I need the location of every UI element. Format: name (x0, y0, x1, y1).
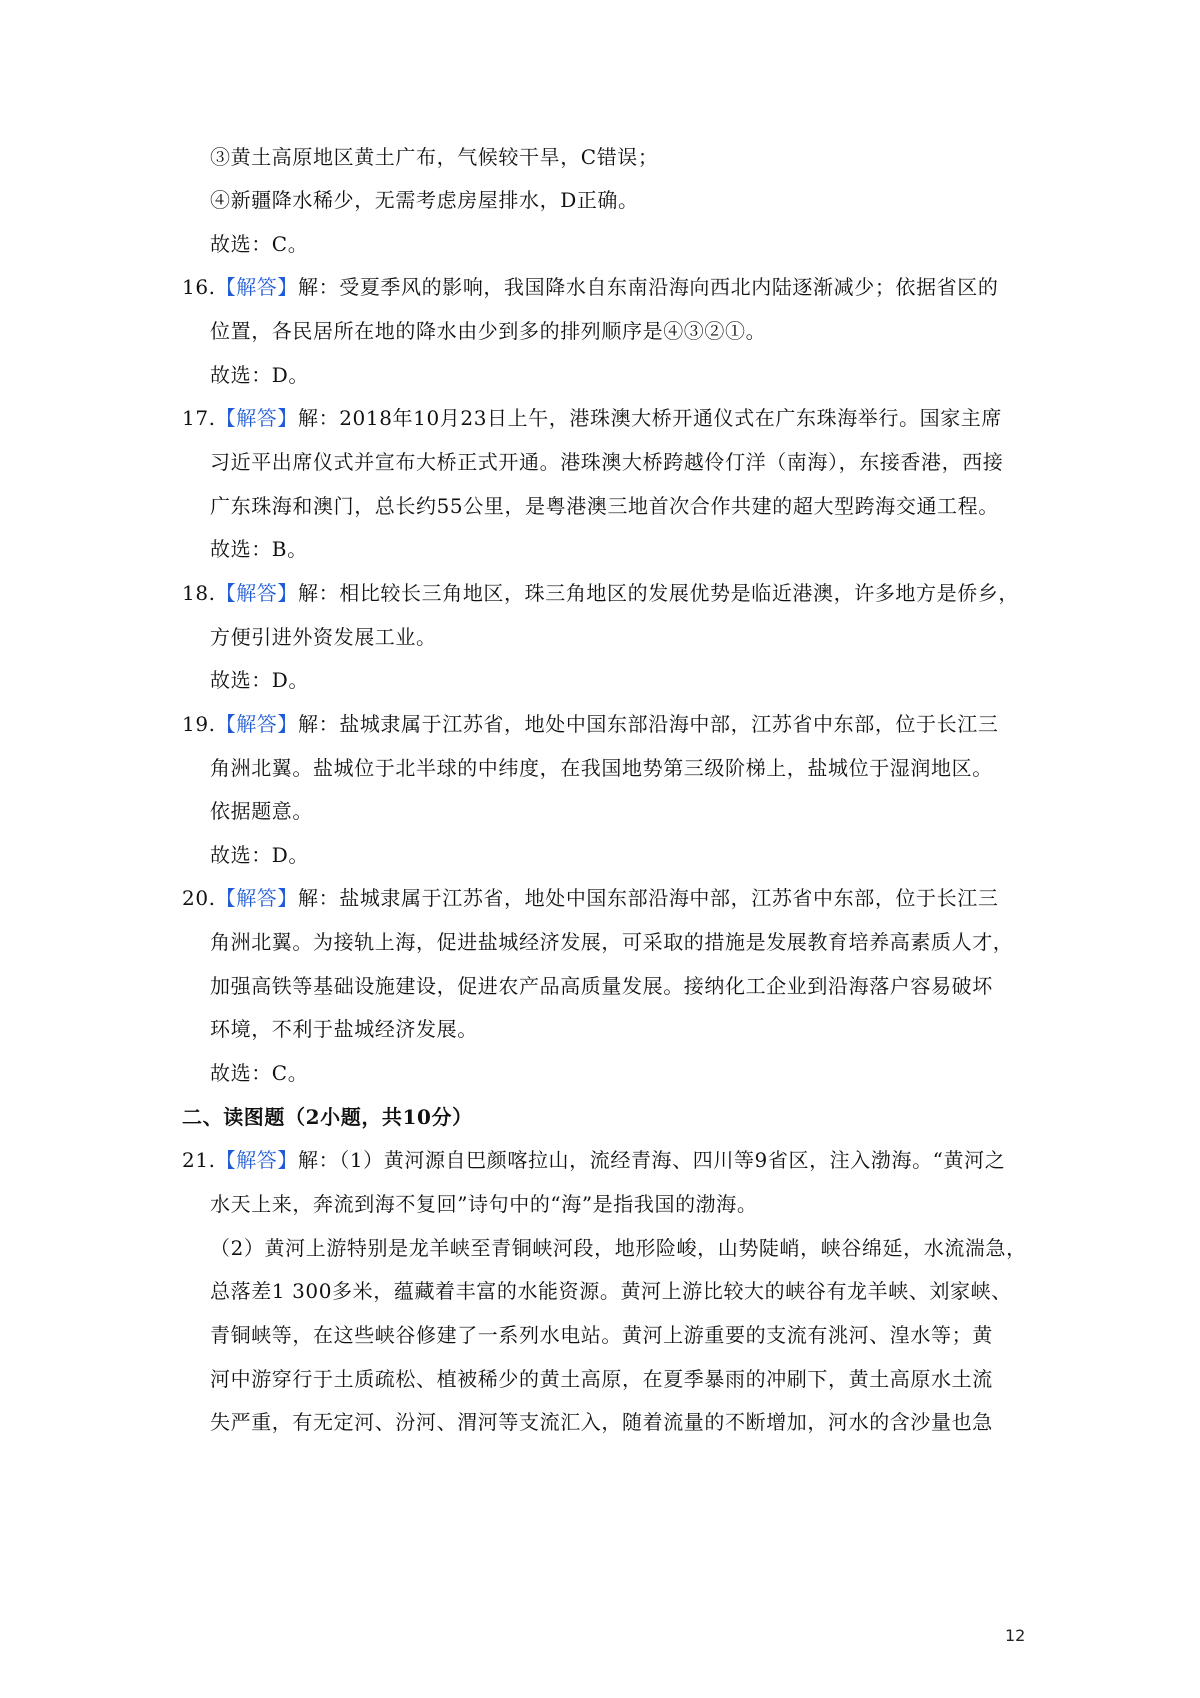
text-line: ③黄土高原地区黄土广布，气候较干旱，C错误； (210, 145, 659, 169)
section-heading: 二、读图题（2小题，共10分） (182, 1105, 473, 1129)
answer-18 (182, 581, 1019, 605)
text-line: 方便引进外资发展工业。 (210, 625, 437, 649)
text-line: 加强高铁等基础设施建设，促进农产品高质量发展。接纳化工企业到沿海落户容易破坏 (210, 974, 993, 998)
text-line: 习近平出席仪式并宣布大桥正式开通。港珠澳大桥跨越伶仃洋（南海），东接香港，西接 (210, 450, 1004, 474)
text-line: 依据题意。 (210, 799, 313, 823)
text-line: 河中游穿行于土质疏松、植被稀少的黄土高原，在夏季暴雨的冲刷下，黄土高原水土流 (210, 1367, 993, 1391)
answer-21 (182, 1148, 1005, 1172)
text-line: 故选：D。 (210, 363, 310, 387)
answer-tag: 【解答】 (215, 1148, 299, 1172)
page-number: 12 (1005, 1626, 1026, 1645)
question-number: 16. (182, 275, 216, 299)
answer-tag: 【解答】 (215, 581, 299, 605)
question-number: 21. (182, 1148, 216, 1172)
text-line: 角洲北翼。为接轨上海，促进盐城经济发展，可采取的措施是发展教育培养高素质人才， (210, 930, 1014, 954)
text-line: 故选：D。 (210, 843, 310, 867)
answer-16 (182, 275, 998, 299)
answer-tag: 【解答】 (215, 886, 299, 910)
text-line: 故选：C。 (210, 232, 309, 256)
question-number: 18. (182, 581, 216, 605)
answer-tag: 【解答】 (215, 275, 299, 299)
answer-text: 解：2018年10月23日上午，港珠澳大桥开通仪式在广东珠海举行。国家主席 (298, 406, 1003, 430)
answer-tag: 【解答】 (215, 406, 299, 430)
question-number: 19. (182, 712, 216, 736)
question-number: 20. (182, 886, 216, 910)
text-line: 环境，不利于盐城经济发展。 (210, 1017, 478, 1041)
text-line: 总落差1 300多米，蕴藏着丰富的水能资源。黄河上游比较大的峡谷有龙羊峡、刘家峡、 (210, 1279, 1012, 1303)
text-line: 角洲北翼。盐城位于北半球的中纬度，在我国地势第三级阶梯上，盐城位于湿润地区。 (210, 756, 993, 780)
question-number: 17. (182, 406, 216, 430)
text-line: 故选：C。 (210, 1061, 309, 1085)
answer-19 (182, 712, 998, 736)
answer-text: 解：相比较长三角地区，珠三角地区的发展优势是临近港澳，许多地方是侨乡， (298, 581, 1020, 605)
answer-text: 解：受夏季风的影响，我国降水自东南沿海向西北内陆逐渐减少；依据省区的 (298, 275, 999, 299)
text-line: 青铜峡等，在这些峡谷修建了一系列水电站。黄河上游重要的支流有洮河、湟水等；黄 (210, 1323, 993, 1347)
answer-text: 解：盐城隶属于江苏省，地处中国东部沿海中部，江苏省中东部，位于长江三 (298, 886, 999, 910)
text-line: 失严重，有无定河、汾河、渭河等支流汇入，随着流量的不断增加，河水的含沙量也急 (210, 1410, 993, 1434)
answer-text: 解：盐城隶属于江苏省，地处中国东部沿海中部，江苏省中东部，位于长江三 (298, 712, 999, 736)
answer-tag: 【解答】 (215, 712, 299, 736)
answer-text: 解：（1）黄河源自巴颜喀拉山，流经青海、四川等9省区，注入渤海。“黄河之 (298, 1148, 1006, 1172)
text-line: 水天上来，奔流到海不复回”诗句中的“海”是指我国的渤海。 (210, 1192, 758, 1216)
text-line: ④新疆降水稀少，无需考虑房屋排水，D正确。 (210, 188, 639, 212)
text-line: （2）黄河上游特别是龙羊峡至青铜峡河段，地形险峻，山势陡峭，峡谷绵延，水流湍急， (210, 1236, 1027, 1260)
text-line: 故选：D。 (210, 668, 310, 692)
text-line: 故选：B。 (210, 537, 308, 561)
answer-20 (182, 886, 998, 910)
answer-17 (182, 406, 1002, 430)
text-line: 广东珠海和澳门，总长约55公里，是粤港澳三地首次合作共建的超大型跨海交通工程。 (210, 494, 999, 518)
text-line: 位置，各民居所在地的降水由少到多的排列顺序是④③②①。 (210, 319, 767, 343)
